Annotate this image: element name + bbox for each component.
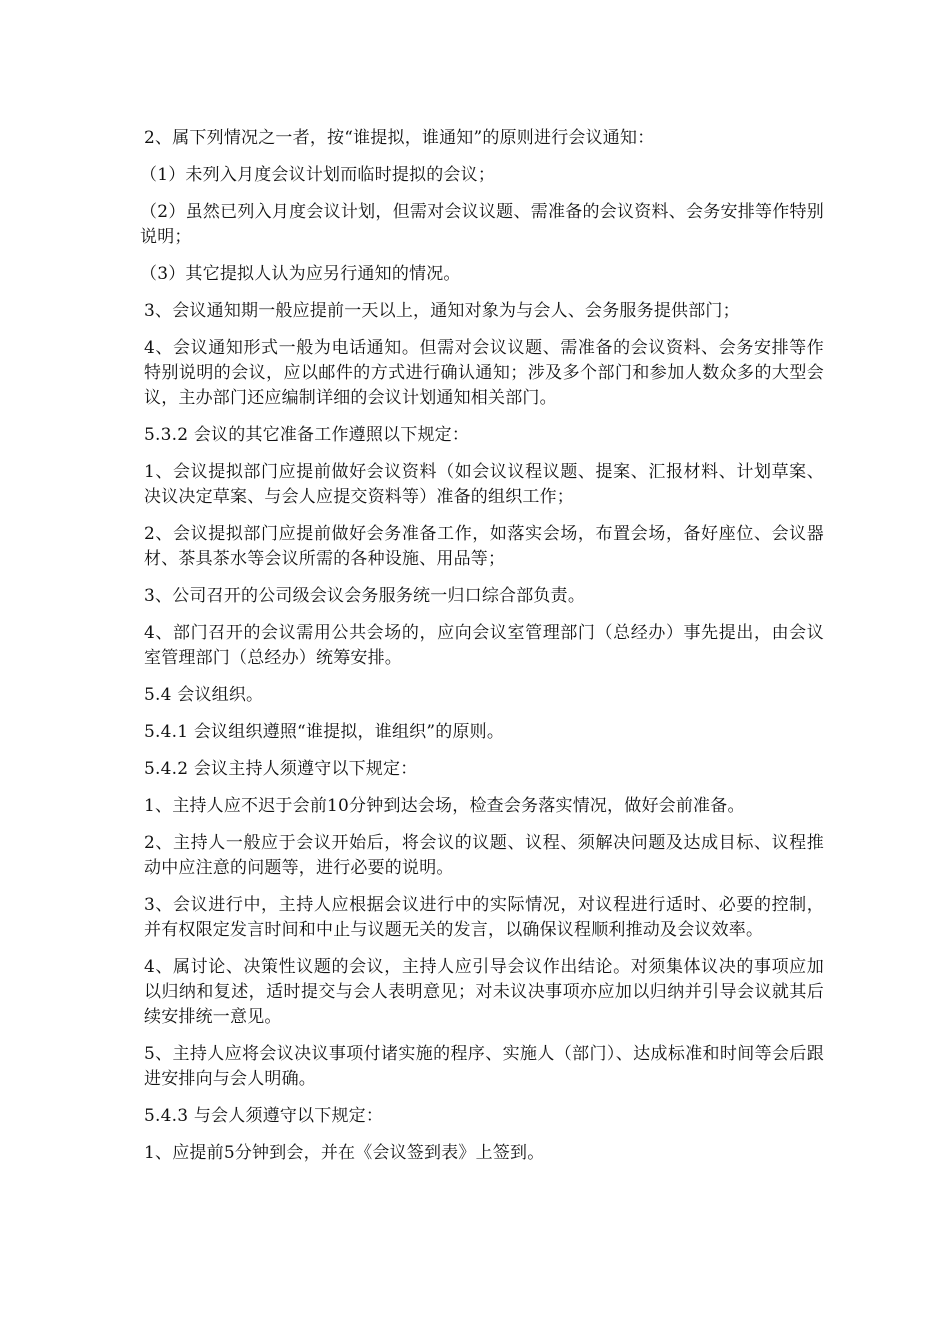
paragraph-notice-period: 3、会议通知期一般应提前一天以上，通知对象为与会人、会务服务提供部门； [144,301,740,321]
paragraph-host-conclusion: 4、属讨论、决策性议题的会议，主持人应引导会议作出结论。对须集体议决的事项应加以归纳和复述，适时提交与会人表明意见；对未议决事项亦应加以归纳并引导会议就其后续安排统一意见。 [144,957,824,1027]
paragraph-notice-form: 4、会议通知形式一般为电话通知。但需对会议议题、需准备的会议资料、会务安排等作特别说明的会议，应以邮件的方式进行确认通知；涉及多个部门和参加人数众多的大型会议，主办部门还应编制详细的会议计划通知相关部门。 [144,338,824,408]
paragraph-case-3: （3）其它提拟人认为应另行通知的情况。 [140,264,461,284]
document-body [140,126,824,1178]
paragraph-prep-venue: 2、会议提拟部门应提前做好会务准备工作，如落实会场，布置会场，备好座位、会议器材、茶具茶水等会议所需的各种设施、用品等； [144,524,824,569]
section-heading-5-4-1: 5.4.1 会议组织遵照“谁提拟，谁组织”的原则。 [144,722,505,742]
paragraph-host-control: 3、会议进行中，主持人应根据会议进行中的实际情况，对议程进行适时、必要的控制，并有权限定发言时间和中止与议题无关的发言，以确保议程顺利推动及会议效率。 [144,895,824,940]
section-heading-5-4-2: 5.4.2 会议主持人须遵守以下规定： [144,759,418,779]
paragraph-case-1: （1）未列入月度会议计划而临时提拟的会议； [140,165,496,185]
paragraph-notice-principle: 2、属下列情况之一者，按“谁提拟，谁通知”的原则进行会议通知： [144,128,655,148]
section-heading-5-4: 5.4 会议组织。 [144,685,264,705]
paragraph-prep-materials: 1、会议提拟部门应提前做好会议资料（如会议议程议题、提案、汇报材料、计划草案、决议决定草案、与会人应提交资料等）准备的组织工作； [144,462,824,507]
section-heading-5-3-2: 5.3.2 会议的其它准备工作遵照以下规定： [144,425,470,445]
paragraph-company-meeting: 3、公司召开的公司级会议会务服务统一归口综合部负责。 [144,586,586,606]
paragraph-host-followup: 5、主持人应将会议决议事项付诸实施的程序、实施人（部门）、达成标准和时间等会后跟进安排向与会人明确。 [144,1044,824,1089]
paragraph-host-arrival: 1、主持人应不迟于会前10分钟到达会场，检查会务落实情况，做好会前准备。 [144,796,745,816]
paragraph-host-explain: 2、主持人一般应于会议开始后，将会议的议题、议程、须解决问题及达成目标、议程推动中应注意的问题等，进行必要的说明。 [144,833,824,878]
paragraph-attendee-arrival: 1、应提前5分钟到会，并在《会议签到表》上签到。 [144,1143,545,1163]
paragraph-public-venue: 4、部门召开的会议需用公共会场的，应向会议室管理部门（总经办）事先提出，由会议室管理部门（总经办）统筹安排。 [144,623,824,668]
paragraph-case-2: （2）虽然已列入月度会议计划，但需对会议议题、需准备的会议资料、会务安排等作特别说明； [140,202,824,247]
section-heading-5-4-3: 5.4.3 与会人须遵守以下规定： [144,1106,384,1126]
